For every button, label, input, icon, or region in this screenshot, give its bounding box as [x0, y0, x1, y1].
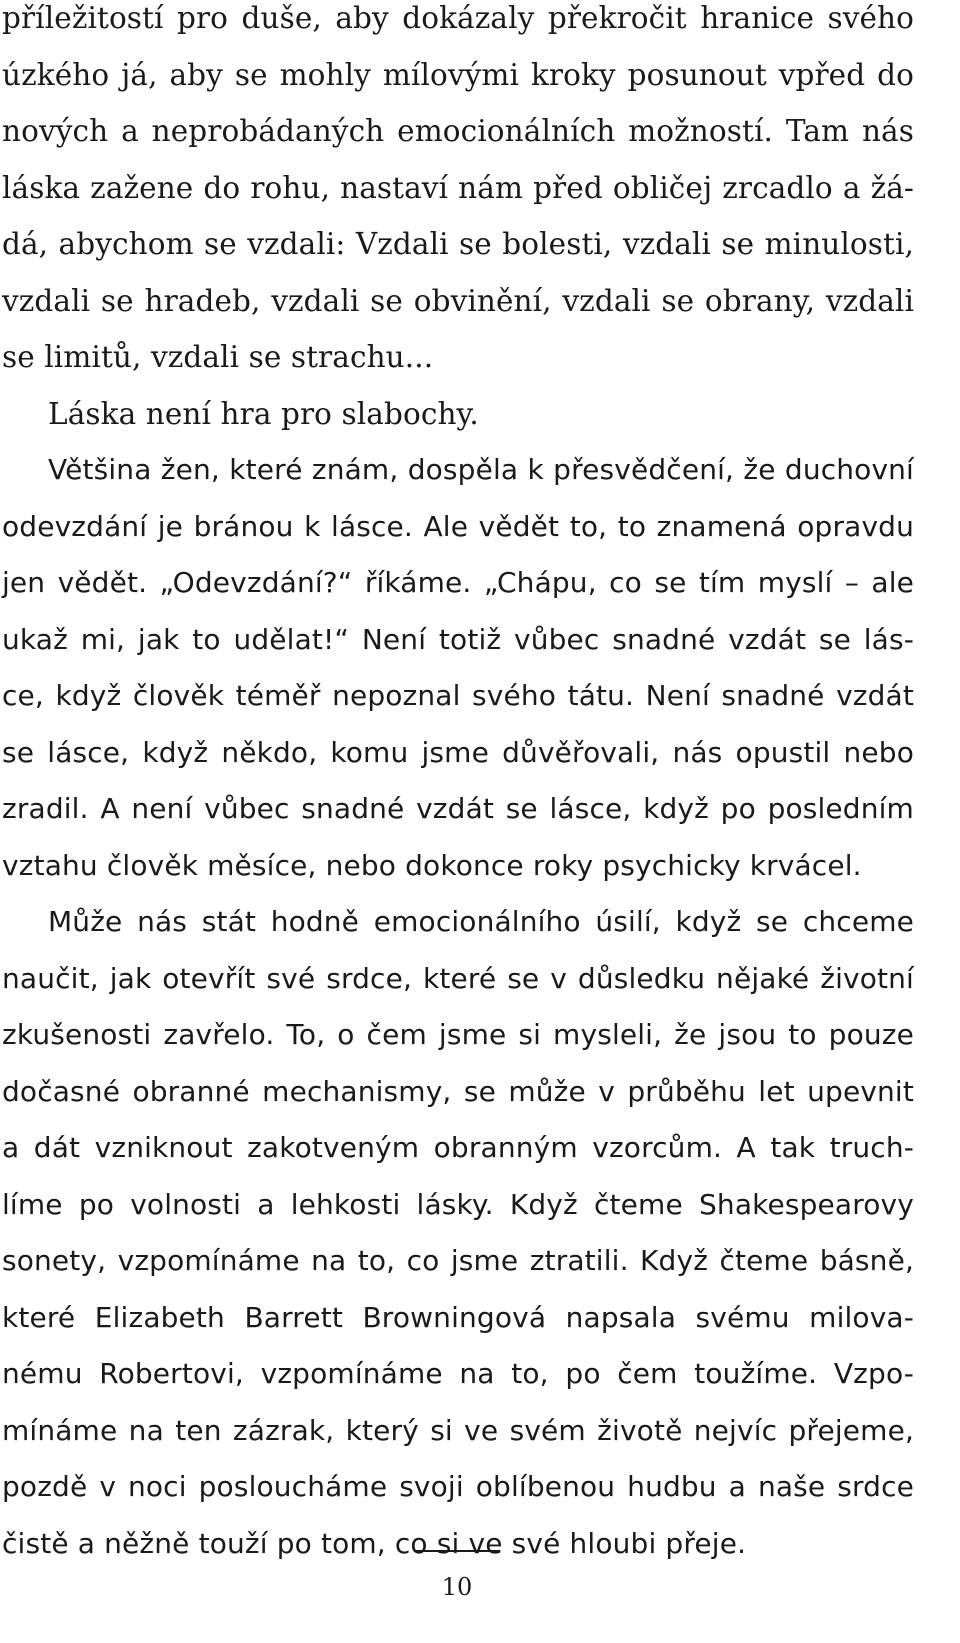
text-line: vztahu člověk měsíce, nebo dokonce roky psychicky krvácel. [2, 848, 862, 882]
paragraph [2, 386, 914, 443]
text-line: dočasné obranné mechanismy, se může v průběhu let upevnit [2, 1074, 914, 1108]
body-text [2, 0, 914, 1572]
text-line: láska zažene do rohu, nastaví nám před obličej zrcadlo a žá- [2, 170, 914, 205]
paragraph [2, 894, 914, 1572]
footer-rule [414, 1550, 500, 1552]
text-line: naučit, jak otevřít své srdce, které se v důsledku nějaké životní [2, 961, 914, 995]
text-line: vzdali se hradeb, vzdali se obvinění, vzdali se obrany, vzdali [2, 283, 914, 318]
text-line: pozdě v noci posloucháme svoji oblíbenou hudbu a naše srdce [2, 1470, 914, 1503]
text-line: příležitostí pro duše, aby dokázaly překročit hranice svého [2, 1, 914, 35]
text-line: které Elizabeth Barrett Browningová napsala svému milova- [2, 1300, 914, 1334]
text-line: sonety, vzpomínáme na to, co jsme ztratili. Když čteme básně, [2, 1244, 914, 1277]
text-line: úzkého já, aby se mohly mílovými kroky posunout vpřed do [2, 57, 914, 92]
text-line: čistě a něžně touží po tom, co si ve své hloubi přeje. [2, 1526, 747, 1560]
text-line: zkušenosti zavřelo. To, o čem jsme si mysleli, že jsou to pouze [2, 1018, 914, 1051]
text-line: se limitů, vzdali se strachu... [2, 340, 434, 374]
text-line: se lásce, když někdo, komu jsme důvěřovali, nás opustil nebo [2, 735, 914, 769]
text-line: Láska není hra pro slabochy. [48, 396, 479, 431]
text-line: Většina žen, které znám, dospěla k přesvědčení, že duchovní [48, 453, 914, 486]
page-number: 10 [441, 1573, 473, 1601]
text-line: a dát vzniknout zakotveným obranným vzorcům. A tak truch- [2, 1131, 914, 1164]
paragraph [2, 0, 914, 386]
text-line: zradil. A není vůbec snadné vzdát se lásce, když po posledním [2, 792, 914, 825]
paragraph [2, 442, 914, 894]
text-line: ce, když člověk téměř nepoznal svého tátu. Není snadné vzdát [2, 679, 914, 712]
text-line: dá, abychom se vzdali: Vzdali se bolesti, vzdali se minulosti, [2, 227, 914, 261]
text-line: Může nás stát hodně emocionálního úsilí, když se chceme [48, 905, 914, 938]
text-line: jen vědět. „Odevzdání?“ říkáme. „Chápu, co se tím myslí – ale [2, 566, 914, 599]
text-line: mínáme na ten zázrak, který si ve svém životě nejvíc přejeme, [2, 1413, 914, 1447]
text-line: odevzdání je bránou k lásce. Ale vědět to, to znamená opravdu [2, 509, 914, 543]
text-line: ukaž mi, jak to udělat!“ Není totiž vůbec snadné vzdát se lás- [2, 622, 914, 656]
text-line: líme po volnosti a lehkosti lásky. Když čteme Shakespearovy [2, 1187, 914, 1221]
text-line: nému Robertovi, vzpomínáme na to, po čem toužíme. Vzpo- [2, 1357, 914, 1390]
text-line: nových a neprobádaných emocionálních možností. Tam nás [2, 114, 914, 148]
